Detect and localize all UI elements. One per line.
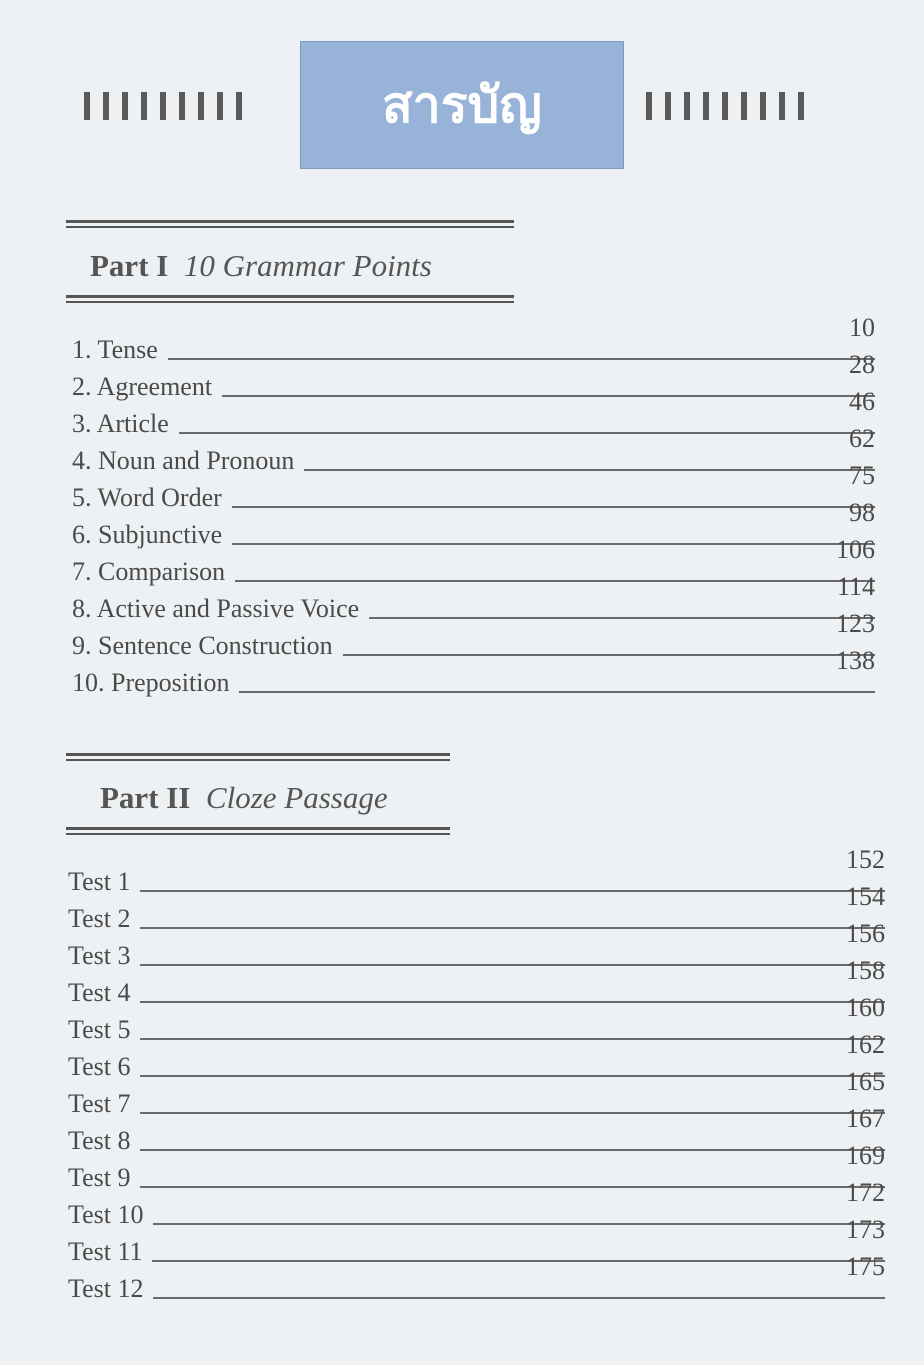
toc-entry-label: Test 9 (68, 1163, 131, 1192)
divider (66, 295, 514, 303)
toc-entry[interactable] (72, 572, 875, 624)
dotted-leader (343, 654, 875, 656)
dotted-leader (140, 1112, 885, 1114)
dotted-leader (152, 1260, 885, 1262)
toc-page-number: 158 (846, 956, 885, 985)
toc-entry[interactable] (72, 387, 875, 439)
toc-entry-label: 9. Sentence Construction (72, 631, 333, 660)
dotted-leader (222, 395, 875, 397)
dotted-leader (232, 543, 875, 545)
part2-heading (100, 780, 388, 816)
dotted-leader (140, 1038, 885, 1040)
dotted-leader (239, 691, 875, 693)
part1-heading (90, 248, 432, 284)
dotted-leader (140, 927, 885, 929)
toc-entry[interactable] (72, 313, 875, 365)
toc-page-number: 167 (846, 1104, 885, 1133)
toc-page-number: 62 (849, 424, 875, 453)
dotted-leader (140, 1149, 885, 1151)
dotted-leader (140, 964, 885, 966)
toc-entry[interactable] (68, 845, 885, 897)
toc-page-number: 10 (849, 313, 875, 342)
dotted-leader (140, 1186, 885, 1188)
toc-entry[interactable] (68, 919, 885, 971)
toc-page-number: 152 (846, 845, 885, 874)
divider (66, 753, 450, 761)
toc-page-number: 162 (846, 1030, 885, 1059)
toc-entry-label: Test 8 (68, 1126, 131, 1155)
dotted-leader (232, 506, 875, 508)
part2-label: Part II (100, 780, 191, 815)
toc-page-number: 75 (849, 461, 875, 490)
toc-page-number: 169 (846, 1141, 885, 1170)
toc-entry-label: 6. Subjunctive (72, 520, 223, 549)
toc-entry[interactable] (72, 424, 875, 476)
toc-entry-label: Test 11 (68, 1237, 143, 1266)
page-title (300, 41, 624, 169)
part1-subtitle: 10 Grammar Points (183, 248, 432, 283)
dotted-leader (153, 1297, 885, 1299)
toc-entry-label: Test 4 (68, 978, 131, 1007)
toc-entry[interactable] (72, 461, 875, 513)
dotted-leader (153, 1223, 885, 1225)
toc-page-number: 106 (836, 535, 875, 564)
toc-page-number: 154 (846, 882, 885, 911)
toc-entry-label: Test 5 (68, 1015, 131, 1044)
toc-entry-label: Test 1 (68, 867, 131, 896)
toc-entry[interactable] (68, 956, 885, 1008)
dotted-leader (140, 890, 885, 892)
toc-entry-label: Test 10 (68, 1200, 144, 1229)
dotted-leader (235, 580, 875, 582)
page-title-text: สารบัญ (382, 75, 542, 134)
toc-entry-label: 8. Active and Passive Voice (72, 594, 360, 623)
dotted-leader (140, 1001, 885, 1003)
toc-entry[interactable] (68, 1215, 885, 1267)
toc-entry[interactable] (72, 646, 875, 698)
dotted-leader (140, 1075, 885, 1077)
toc-entry-label: 10. Preposition (72, 668, 230, 697)
toc-entry-label: 2. Agreement (72, 372, 213, 401)
toc-entry-label: Test 7 (68, 1089, 131, 1118)
toc-page-number: 175 (846, 1252, 885, 1281)
toc-entry[interactable] (68, 1141, 885, 1193)
decorative-bars-left (84, 92, 242, 120)
toc-entry[interactable] (72, 498, 875, 550)
toc-entry-label: 5. Word Order (72, 483, 222, 512)
toc-page-number: 114 (836, 572, 875, 601)
toc-entry-label: Test 6 (68, 1052, 131, 1081)
toc-entry-label: 1. Tense (72, 335, 158, 364)
toc-entry[interactable] (68, 1104, 885, 1156)
toc-page-number: 123 (836, 609, 875, 638)
toc-entry-label: Test 12 (68, 1274, 144, 1303)
toc-page-number: 138 (836, 646, 875, 675)
toc-entry-label: 4. Noun and Pronoun (72, 446, 295, 475)
toc-entry[interactable] (68, 882, 885, 934)
part1-label: Part I (90, 248, 169, 283)
toc-entry[interactable] (68, 1252, 885, 1304)
toc-entry-label: Test 3 (68, 941, 131, 970)
toc-entry-label: Test 2 (68, 904, 131, 933)
dotted-leader (369, 617, 875, 619)
toc-page-number: 156 (846, 919, 885, 948)
toc-entry[interactable] (68, 1030, 885, 1082)
toc-page-number: 46 (849, 387, 875, 416)
toc-page-number: 160 (846, 993, 885, 1022)
toc-entry[interactable] (68, 1067, 885, 1119)
toc-entry[interactable] (68, 993, 885, 1045)
dotted-leader (179, 432, 875, 434)
dotted-leader (168, 358, 875, 360)
toc-entry[interactable] (68, 1178, 885, 1230)
decorative-bars-right (646, 92, 804, 120)
toc-page-number: 98 (849, 498, 875, 527)
toc-page-number: 173 (846, 1215, 885, 1244)
toc-page-number: 165 (846, 1067, 885, 1096)
toc-entry[interactable] (72, 535, 875, 587)
toc-page-number: 28 (849, 350, 875, 379)
toc-page-number: 172 (846, 1178, 885, 1207)
toc-entry-label: 3. Article (72, 409, 169, 438)
divider (66, 827, 450, 835)
part2-subtitle: Cloze Passage (205, 780, 388, 815)
dotted-leader (304, 469, 875, 471)
divider (66, 220, 514, 228)
toc-entry[interactable] (72, 609, 875, 661)
toc-entry-label: 7. Comparison (72, 557, 226, 586)
toc-entry[interactable] (72, 350, 875, 402)
